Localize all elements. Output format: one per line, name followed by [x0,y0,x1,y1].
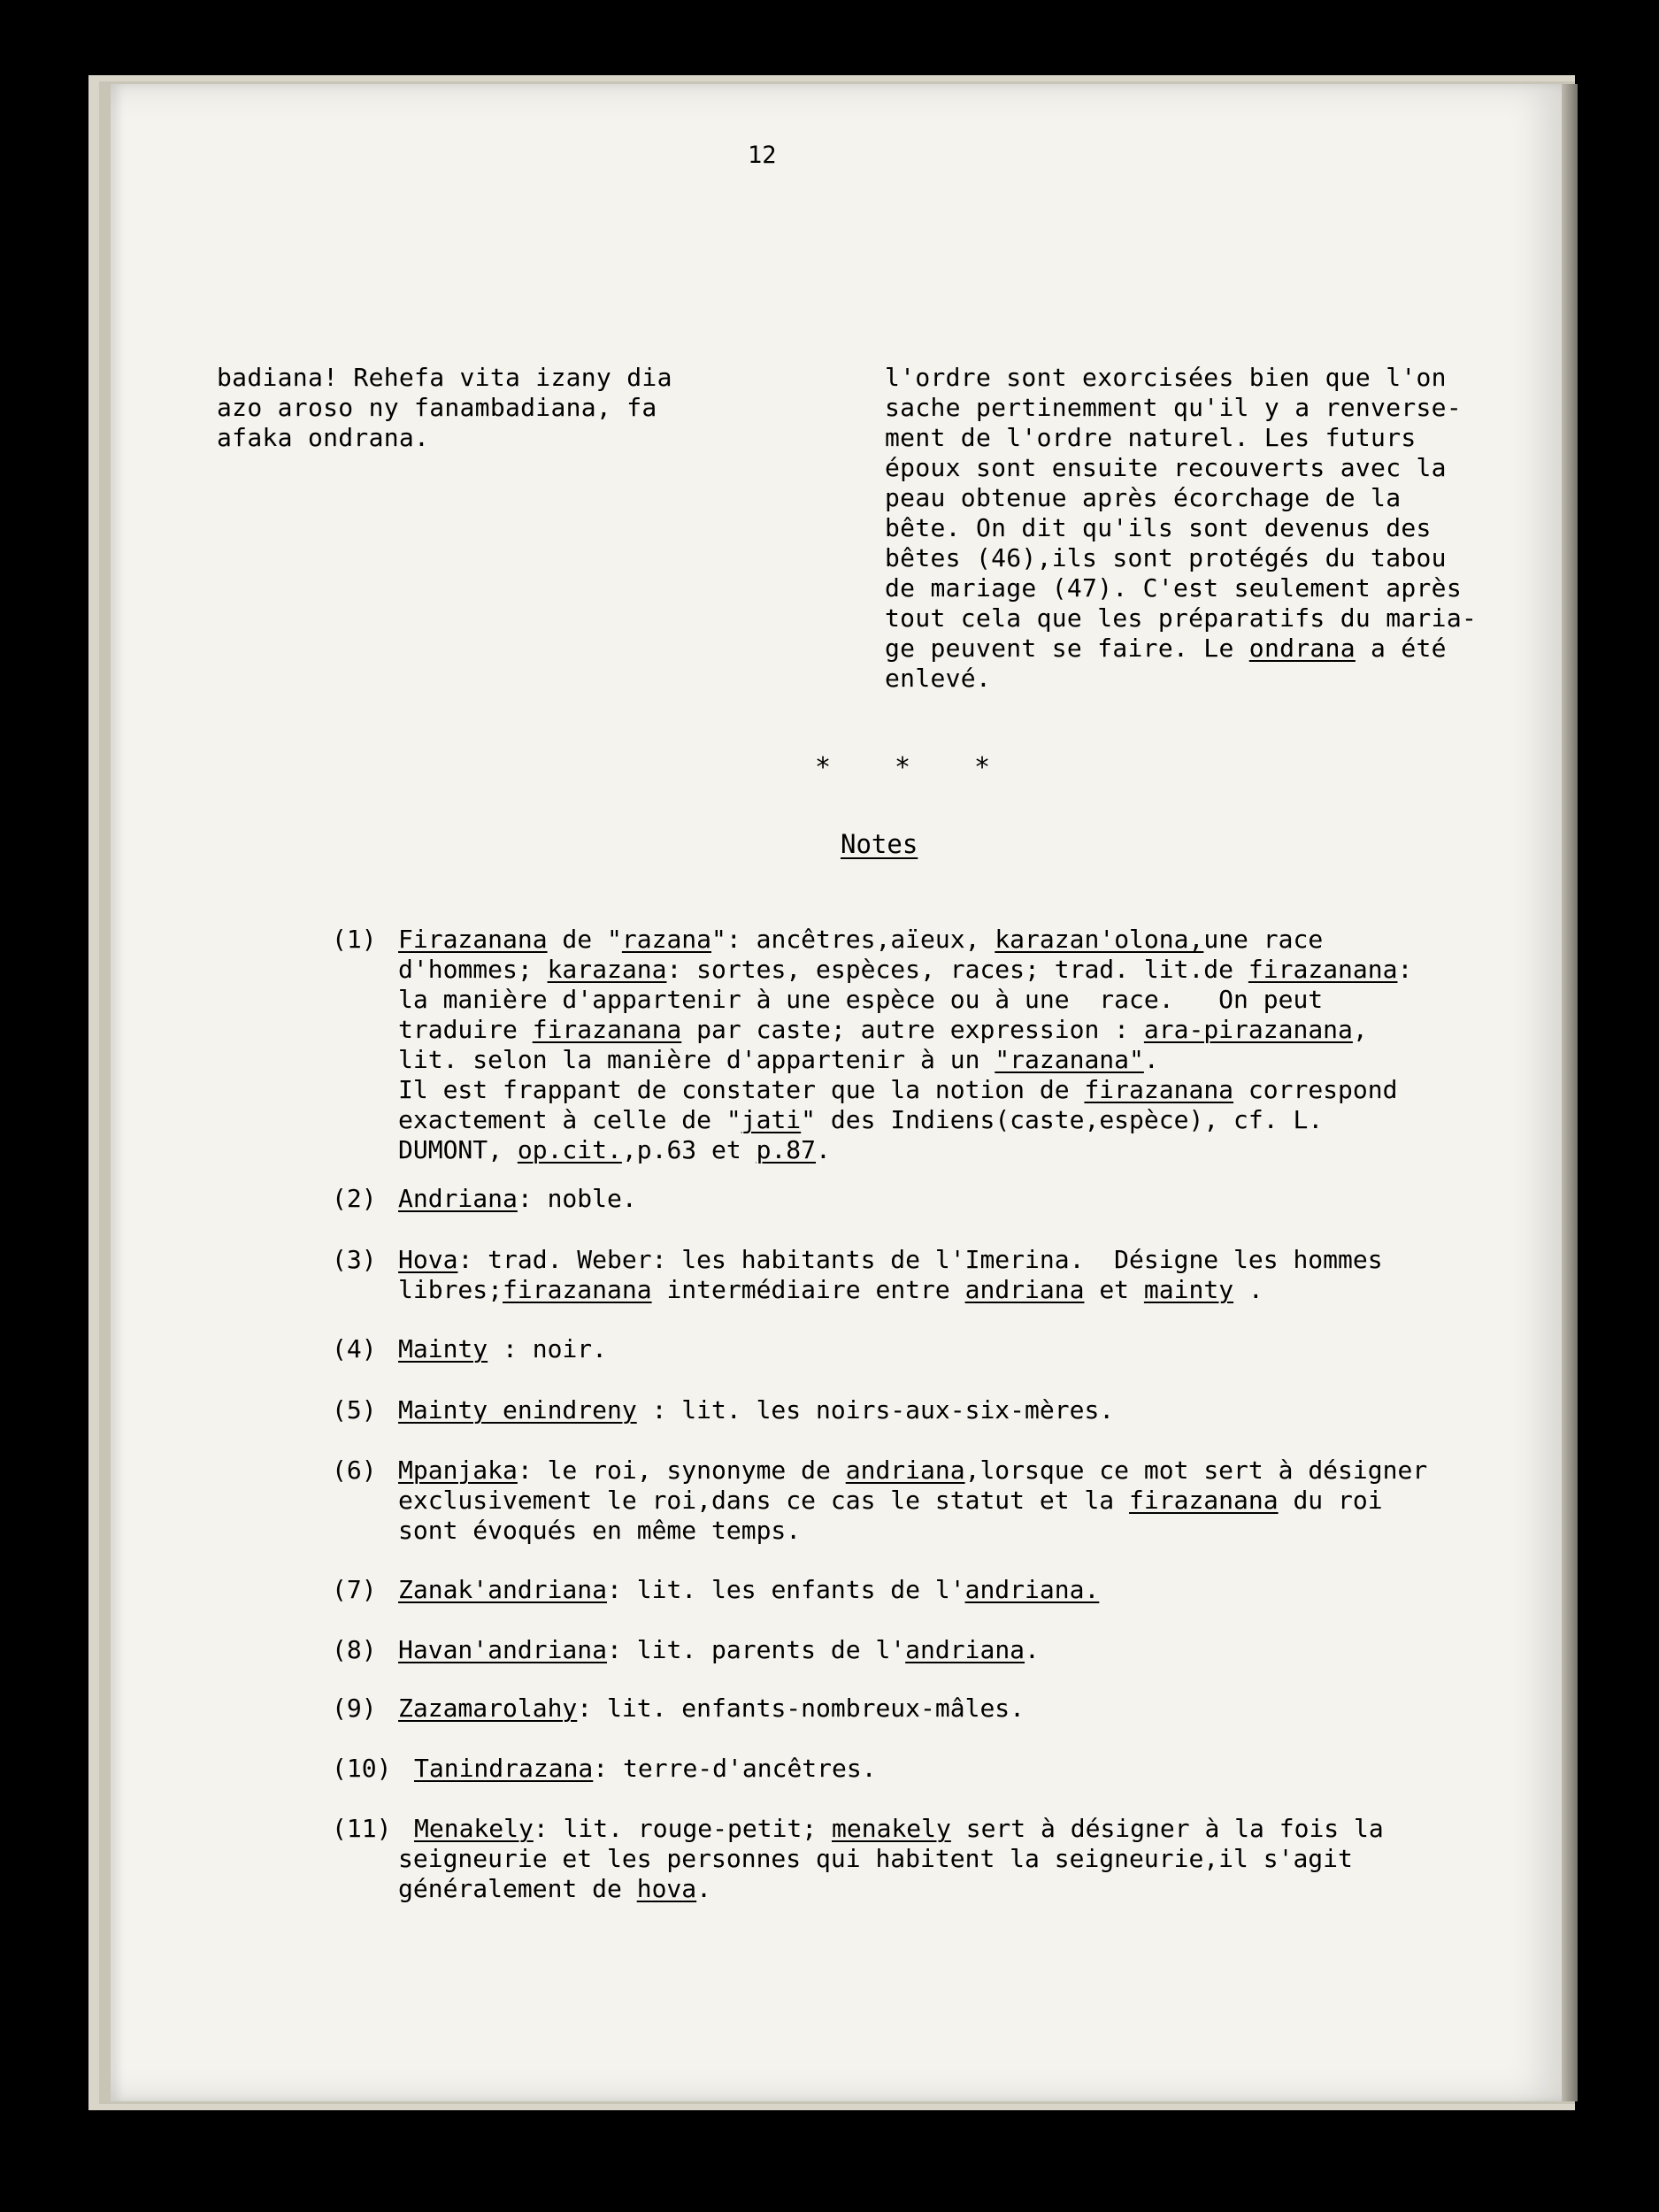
text-run: . [1143,1045,1159,1074]
underlined-term: Zanak'andriana [398,1575,608,1604]
text-run: : lit. rouge-petit; [533,1814,833,1843]
text-run: l'ordre sont exorcisées bien que l'on [885,363,1447,392]
text-run: sont évoqués en même temps. [398,1516,802,1545]
separator-star: * [814,752,841,783]
underlined-term: Mainty [398,1334,488,1363]
note-line [398,1045,1159,1075]
section-separator [787,752,1026,783]
underlined-term: Zazamarolahy [398,1694,578,1723]
text-run: : lit. les noirs-aux-six-mères. [636,1395,1115,1425]
text-run: bête. On dit qu'ils sont devenus des [885,513,1432,542]
right-column-line [885,513,1432,543]
right-column-line [885,423,1417,453]
right-column-line [885,603,1477,634]
text-run: d'hommes; [398,955,548,984]
text-run: exactement à celle de " [398,1105,741,1134]
underlined-term: firazanana [503,1275,652,1304]
text-run: . [816,1135,831,1164]
text-run: enlevé. [885,664,992,693]
text-run: de mariage (47). C'est seulement après [885,573,1462,603]
text-run: : sortes, espèces, races; trad. lit.de [666,955,1248,984]
underlined-term: hova [636,1874,697,1903]
note-line [398,1105,1323,1135]
underlined-term: andriana. [964,1575,1100,1604]
underlined-term: Andriana [398,1184,518,1213]
text-run: ment de l'ordre naturel. Les futurs [885,423,1417,452]
underlined-term: karazan'olona, [995,925,1204,954]
note-line [398,1275,1263,1305]
text-run: a été [1355,634,1447,663]
text-run: ,p.63 et [621,1135,757,1164]
text-run: traduire [398,1015,533,1044]
text-run: ,lorsque ce mot sert à désigner [964,1455,1428,1485]
right-column-line [885,453,1447,483]
text-run: seigneurie et les personnes qui habitent la seigneurie,il s'agit [398,1844,1353,1873]
underlined-term: andriana [964,1275,1085,1304]
underlined-term: firazanana [1084,1075,1234,1104]
note-line [398,925,1323,955]
text-run: DUMONT, [398,1135,518,1164]
note-line [398,955,1412,985]
underlined-term: Menakely [414,1814,534,1843]
underlined-term: andriana [845,1455,965,1485]
underlined-term: menakely [832,1814,951,1843]
note-line [398,1245,1383,1275]
notes-heading: Notes [841,829,918,859]
right-column-line [885,393,1462,423]
text-run: : lit. enfants-nombreux-mâles. [577,1694,1025,1723]
text-run: intermédiaire entre [651,1275,965,1304]
text-run: par caste; autre expression : [681,1015,1144,1044]
underlined-term: Havan'andriana [398,1635,608,1664]
text-run: lit. selon la manière d'appartenir à un [398,1045,995,1074]
underlined-term: Tanindrazana [414,1754,594,1783]
text-run: correspond [1233,1075,1398,1104]
page-number: 12 [748,142,777,169]
underlined-term: mainty [1143,1275,1234,1304]
note-line [398,1874,711,1904]
note-line [398,1635,1040,1665]
left-column-line: afaka ondrana. [217,423,430,452]
text-run: Il est frappant de constater que la notion de [398,1075,1085,1104]
underlined-term: Firazanana [398,925,548,954]
text-run: : [1397,955,1413,984]
right-column-line [885,363,1447,393]
text-run: : lit. parents de l' [607,1635,906,1664]
text-run: et [1084,1275,1144,1304]
text-run: exclusivement le roi,dans ce cas le statut et la [398,1486,1130,1515]
note-line [398,1015,1368,1045]
note-line [398,1486,1383,1516]
right-column-line [885,634,1447,664]
note-line [398,1075,1397,1105]
note-line [414,1814,1384,1844]
underlined-term: andriana [905,1635,1025,1664]
text-run: époux sont ensuite recouverts avec la [885,453,1447,482]
note-number: (8) [332,1635,377,1664]
underlined-term: firazanana [532,1015,682,1044]
left-column-line: azo aroso ny fanambadiana, fa [217,393,657,422]
underlined-term: Mpanjaka [398,1455,518,1485]
right-column-line [885,483,1401,513]
page-spine-shadow [1562,84,1578,2101]
right-column-line [885,664,991,694]
note-number: (2) [332,1184,377,1213]
text-run: ge peuvent se faire. Le [885,634,1249,663]
note-line [398,985,1323,1015]
underlined-term: Hova [398,1245,458,1274]
note-number: (3) [332,1245,377,1274]
text-run: . [1025,1635,1040,1664]
text-run: : noir. [488,1334,608,1363]
text-run: : le roi, synonyme de [517,1455,846,1485]
right-column-line [885,573,1462,603]
text-run: , [1352,1015,1368,1044]
note-line [398,1135,831,1165]
note-line [398,1334,607,1364]
text-run: : trad. Weber: les habitants de l'Imerina. Désigne les hommes [457,1245,1383,1274]
text-run: " des Indiens(caste,espèce), cf. L. [801,1105,1324,1134]
note-line [398,1844,1353,1874]
text-run: la manière d'appartenir à une espèce ou à une race. On peut [398,985,1324,1014]
separator-star: * [894,752,920,783]
underlined-term: ondrana [1248,634,1356,663]
note-line [398,1184,637,1214]
underlined-term: ara-pirazanana [1143,1015,1353,1044]
note-number: (11) [332,1814,392,1843]
note-number: (6) [332,1455,377,1485]
text-run: bêtes (46),ils sont protégés du tabou [885,543,1447,572]
text-run: du roi [1278,1486,1383,1515]
text-run: une race [1203,925,1324,954]
text-run: généralement de [398,1874,637,1903]
note-number: (7) [332,1575,377,1604]
note-line [398,1455,1427,1486]
underlined-term: p.87 [756,1135,817,1164]
text-run: . [696,1874,712,1903]
separator-star: * [973,752,1000,783]
note-number: (5) [332,1395,377,1425]
text-run: : lit. les enfants de l' [607,1575,965,1604]
text-run: sache pertinemment qu'il y a renverse- [885,393,1462,422]
left-column-line: badiana! Rehefa vita izany dia [217,363,672,392]
note-line [398,1516,801,1546]
text-run: : terre-d'ancêtres. [593,1754,877,1783]
underlined-term: karazana [547,955,667,984]
text-run: ": ancêtres,aïeux, [711,925,995,954]
text-run: peau obtenue après écorchage de la [885,483,1402,512]
text-run: . [1233,1275,1263,1304]
text-run: libres; [398,1275,503,1304]
right-column-line [885,543,1447,573]
note-line [398,1694,1025,1724]
underlined-term: razana [621,925,712,954]
underlined-term: firazanana [1248,955,1398,984]
note-number: (9) [332,1694,377,1723]
text-run: sert à désigner à la fois la [950,1814,1384,1843]
note-line [414,1754,877,1784]
underlined-term: Mainty enindreny [398,1395,637,1425]
note-number: (1) [332,925,377,954]
text-run: : noble. [517,1184,637,1213]
note-line [398,1395,1114,1425]
note-line [398,1575,1099,1605]
underlined-term: jati [741,1105,802,1134]
text-run: de " [547,925,622,954]
underlined-term: "razanana" [995,1045,1144,1074]
text-run: tout cela que les préparatifs du maria- [885,603,1478,633]
note-number: (4) [332,1334,377,1363]
underlined-term: firazanana [1129,1486,1279,1515]
underlined-term: op.cit. [517,1135,622,1164]
note-number: (10) [332,1754,392,1783]
